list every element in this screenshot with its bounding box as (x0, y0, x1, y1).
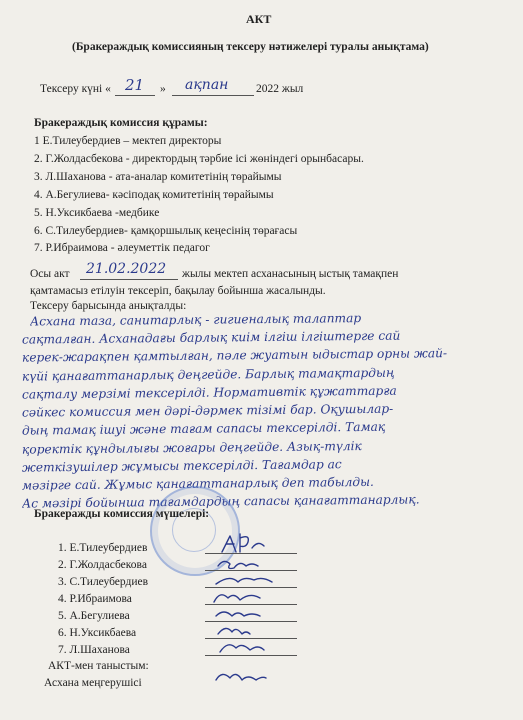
commission-member: 7. Р.Ибраимова - әлеуметтік педагог (34, 242, 210, 254)
acknowledgement-label: АКТ-мен таныстым: (48, 660, 149, 672)
findings-handwritten-line: күйі қанағаттанарлық деңгейде. Барлық тамақтардың (21, 365, 395, 384)
signatory-name: 7. Л.Шаханова (58, 644, 130, 656)
findings-label: Тексеру барысында анықталды: (30, 300, 187, 312)
findings-handwritten-line: сақталған. Асханадағы барлық киім ілгіш ілгіштерге сай (21, 328, 401, 347)
commission-heading: Бракераждық комиссия құрамы: (34, 117, 208, 129)
findings-handwritten-line: жеткізушілер жұмысы тексерілді. Тағамдар ас (21, 457, 342, 475)
commission-member: 3. Л.Шаханова - ата-аналар комитетінің төрайымы (34, 171, 282, 183)
findings-handwritten-line: керек-жарақпен қамтылған, пәле жуатын ыдыстар орны жай- (21, 346, 448, 365)
findings-handwritten-line: мәзірге сай. Жұмыс қанағаттанарлық деп табылды. (21, 474, 374, 493)
date-suffix: 2022 жыл (256, 83, 304, 95)
findings-handwritten-line: Ас мәзірі бойынша тағамдардың сапасы қанағаттанарлық. (21, 492, 420, 511)
document-subtitle: (Бракераждық комиссияның тексеру нәтижелері туралы анықтама) (72, 41, 429, 53)
document-title: АКТ (246, 12, 272, 26)
head-cook-label: Асхана меңгерушісі (44, 677, 142, 689)
signatory-name: 2. Г.Жолдасбекова (58, 559, 147, 571)
commission-member: 1 Е.Тилеубердиев – мектеп директоры (34, 135, 222, 147)
findings-handwritten-line: дың тамақ ішуі және тағам сапасы тексерілді. Тамақ (21, 419, 386, 438)
act-date-handwritten: 21.02.2022 (86, 261, 167, 277)
date-mid: » (160, 83, 166, 95)
handwritten-signatures (200, 530, 310, 700)
commission-member: 4. А.Бегулиева- кәсіподақ комитетінің төрайымы (34, 189, 274, 201)
signatory-name: 4. Р.Ибраимова (58, 593, 132, 605)
signatures-heading: Бракеражды комиссия мүшелері: (34, 508, 210, 520)
signatory-name: 5. А.Бегулиева (58, 610, 130, 622)
findings-handwritten-line: қоректік құндылығы жоғары деңгейде. Азық-түлік (21, 439, 362, 457)
date-day-underline (115, 95, 155, 96)
signatory-name: 3. С.Тилеубердиев (58, 576, 149, 588)
act-prefix: Осы акт (30, 268, 70, 280)
act-date-underline (80, 279, 178, 280)
findings-handwritten-line: сәйкес комиссия мен дәрі-дәрмек тізімі бар. Оқушылар- (21, 401, 394, 420)
findings-handwritten-line: сақталу мерзімі тексерілді. Нормативтік құжаттарға (21, 383, 397, 402)
commission-member: 6. С.Тилеубердиев- қамқоршылық кеңесінің төрағасы (34, 225, 298, 237)
act-suffix: жылы мектеп асханасының ыстық тамақпен (182, 268, 399, 280)
commission-member: 2. Г.Жолдасбекова - директордың тәрбие ісі жөніндегі орынбасары. (34, 153, 364, 165)
signatory-name: 6. Н.Уксикбаева (58, 627, 137, 639)
date-day-handwritten: 21 (125, 76, 145, 94)
signatory-name: 1. Е.Тилеубердиев (58, 542, 148, 554)
date-month-underline (172, 95, 254, 96)
act-line2: қамтамасыз етілуін тексеріп, бақылау бойынша жасалынды. (30, 285, 326, 297)
commission-member: 5. Н.Уксикбаева -медбике (34, 207, 160, 219)
findings-handwritten-line: Асхана таза, санитарлық - гигиеналық талаптар (29, 311, 362, 329)
date-month-handwritten: ақпан (185, 77, 229, 93)
date-prefix: Тексеру күні « (40, 83, 111, 95)
